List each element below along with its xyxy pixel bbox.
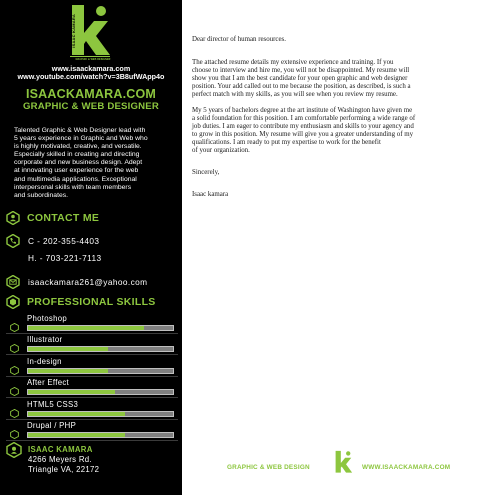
bio [14,127,178,200]
skill-hex-icon [10,409,19,418]
skill-hex-icon [10,344,19,353]
letter-line: a solid foundation for this position. I am comfortable performing a wide range of [192,114,416,122]
skill-divider [6,376,178,377]
email-icon [6,275,20,289]
bottom-tagline: GRAPHIC & WEB DESIGN [227,464,310,471]
skills-section-title [6,295,156,309]
skill-hex-icon [10,387,19,396]
skill-label: After Effect [27,378,70,388]
home-phone-number[interactable]: H. - 703-221-7113 [28,253,102,263]
letter-line: show you that I am the best candidate for your open graphic and web designer [192,75,408,83]
email-address[interactable]: isaackamara261@yahoo.com [28,277,148,287]
letter-salutation: Dear director of human resources. [192,36,286,43]
skill-bar [27,411,174,417]
letter-paragraph [192,107,488,156]
bio-line: Talented Graphic & Web Designer lead with [14,127,146,134]
cell-phone-number[interactable]: C - 202-355-4403 [28,236,100,246]
bio-line: corporate and new business design. Adept [14,159,143,167]
contact-section-title [6,211,99,225]
email-row [6,275,148,289]
letter-paragraph [192,59,488,99]
logo-vertical-text: ISAAC KAMARA [71,14,76,48]
letter-line: My 5 years of bachelors degree at the art institute of Washington have given me [192,106,413,114]
letter-line: job duties. I am eager to contribute my enthusiasm and skills to your agency and [192,122,414,130]
skill-divider [6,333,178,334]
bottom-website[interactable]: WWW.ISAACKAMARA.COM [362,464,451,471]
youtube-link[interactable]: www.youtube.com/watch?v=3B8ufWApp4o [17,72,165,81]
address-city: Triangle VA, 22172 [28,465,100,474]
bio-line: and multimedia applications. Exceptional [14,175,137,183]
letter-line: choose to interview and hire me, you will not be disappointed. My resume will [192,67,410,75]
letter-closing: Sincerely, [192,169,220,177]
skill-bar-fill [28,369,108,373]
skill-bar [27,389,174,395]
skill-bar [27,325,174,331]
skill-bar-fill [28,412,125,416]
skill-label: Photoshop [27,314,67,323]
role-heading: GRAPHIC & WEB DESIGNER [22,101,160,112]
home-phone-row [6,253,102,263]
skills-title: PROFESSIONAL SKILLS [27,296,156,308]
skill-bar [27,432,174,438]
address-street: 4266 Meyers Rd. [28,455,92,464]
skill-divider [6,440,178,441]
location-hex-icon [6,442,22,458]
address-name: ISAAC KAMARA [28,445,93,454]
letter-line: qualifications. I am ready to put my expertise to work for the benefit [192,139,381,147]
cover-letter [192,36,488,207]
skill-bar-fill [28,347,108,351]
skill-label: Drupal / PHP [27,421,77,430]
bio-line: 5 years experience in Graphic and Web who [14,135,148,143]
skill-bar [27,346,174,352]
skill-divider [6,354,178,355]
skills-hex-icon [6,295,20,309]
contact-hex-icon [6,211,20,225]
bio-line: interpersonal skills with team members [14,183,132,191]
skill-bar [27,368,174,374]
sidebar [0,0,182,495]
website-link[interactable]: www.isaackamara.com [51,64,131,73]
letter-line: to grow in this position. My resume will give you a greater understanding of my [192,131,414,139]
name-heading: ISAACKAMARA.COM [25,87,157,101]
skill-hex-icon [10,430,19,439]
skill-bar-fill [28,390,115,394]
cell-phone-row [6,234,99,248]
skill-hex-icon [10,366,19,375]
skill-bar-fill [28,433,125,437]
bio-line: at innovating user experience for the web [14,167,139,175]
letter-signature: Isaac kamara [192,191,229,199]
letter-line: The attached resume details my extensive experience and training. If you [192,59,394,67]
letter-line: of your organization. [192,147,250,155]
bio-line: and subordinates. [14,191,69,199]
logo-tagline: GRAPHIC & WEB DESIGNER [75,58,111,61]
letter-line: position. Your add called out to me because the position, as described, is such a [192,83,411,91]
skill-divider [6,419,178,420]
skill-label: Illustrator [27,335,63,345]
bio-line: Especially skilled in creating and directing [14,151,140,159]
skill-hex-icon [10,323,19,332]
bottom-logo-icon [333,449,353,477]
skill-bar-fill [28,326,144,330]
skill-divider [6,397,178,398]
contact-title: CONTACT ME [27,212,100,224]
letter-line: perfect match with my skills, as you will see when you review my resume. [192,91,398,99]
bio-line: is highly motivated, creative, and versatile. [14,143,142,151]
phone-icon [6,234,20,248]
skill-label: HTML5 CSS3 [27,399,79,409]
skill-label: In-design [27,356,62,366]
